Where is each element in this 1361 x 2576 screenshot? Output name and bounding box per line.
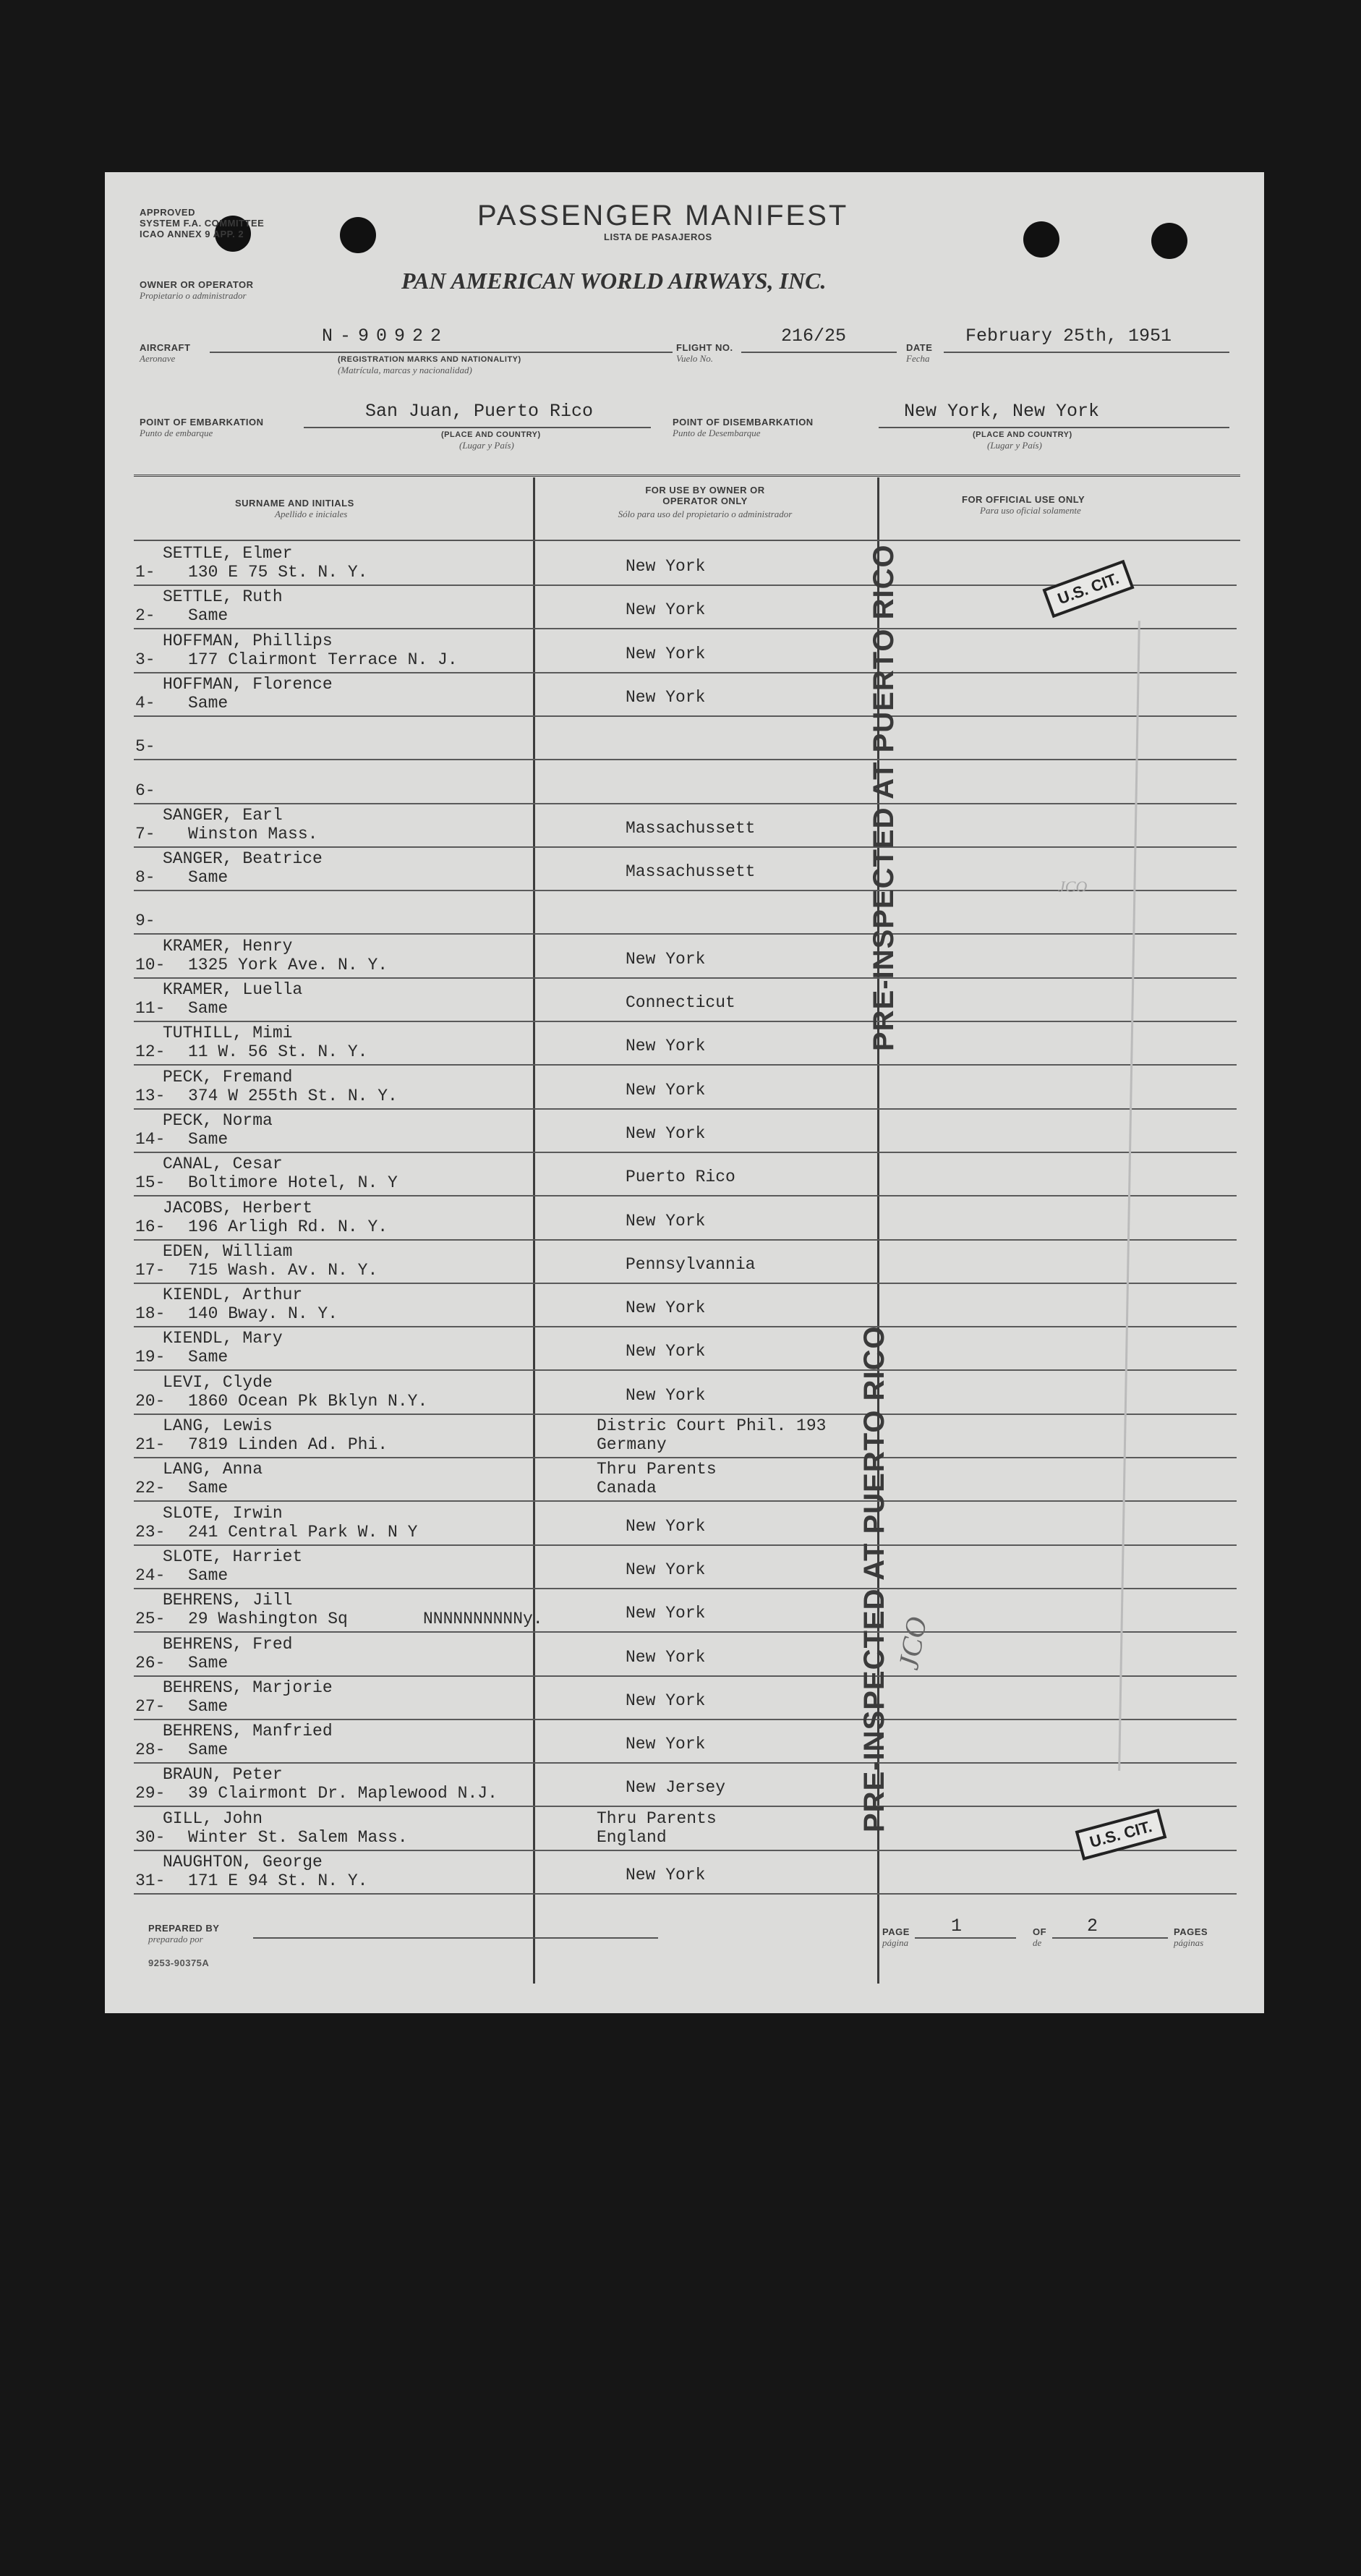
passenger-address: Same — [188, 1565, 229, 1585]
passenger-name: LANG, Anna — [163, 1460, 263, 1479]
owner-label: OWNER OR OPERATOR — [140, 279, 254, 290]
us-cit-stamp-bottom: U.S. CIT. — [1075, 1808, 1167, 1861]
table-row — [134, 1457, 1237, 1502]
passenger-name: LEVI, Clyde — [163, 1372, 273, 1392]
passenger-name: EDEN, William — [163, 1241, 293, 1261]
table-row — [134, 1065, 1237, 1110]
destination-extra: Canada — [597, 1479, 657, 1498]
destination: New York — [626, 1080, 706, 1100]
passenger-address: 171 E 94 St. N. Y. — [188, 1871, 368, 1890]
destination: Thru Parents — [597, 1808, 717, 1828]
row-number: 25- — [135, 1610, 166, 1629]
table-row — [134, 1021, 1237, 1066]
passenger-address: 177 Clairmont Terrace N. J. — [188, 650, 458, 669]
destination: Connecticut — [626, 993, 735, 1012]
row-number: 24- — [135, 1565, 166, 1585]
table-row — [134, 1326, 1237, 1371]
col-official-header-es: Para uso oficial solamente — [980, 505, 1081, 516]
destination-extra: England — [597, 1827, 667, 1847]
page-number: 1 — [951, 1916, 963, 1937]
destination: Distric Court Phil. 193 — [597, 1416, 827, 1435]
passenger-name: GILL, John — [163, 1808, 263, 1828]
table-row — [134, 1108, 1237, 1153]
embark-place-note-es: (Lugar y País) — [459, 440, 514, 451]
col-surname-header-es: Apellido e iniciales — [275, 509, 348, 519]
destination: New York — [626, 1298, 706, 1318]
passenger-name: KIENDL, Mary — [163, 1329, 283, 1348]
table-row — [134, 977, 1237, 1022]
table-row — [134, 803, 1237, 848]
embark-place-note: (PLACE AND COUNTRY) — [441, 430, 541, 439]
passenger-address: Boltimore Hotel, N. Y — [188, 1173, 398, 1193]
destination: New Jersey — [626, 1778, 726, 1798]
passenger-name: BRAUN, Peter — [163, 1765, 283, 1785]
col-operator-header: FOR USE BY OWNER OR OPERATOR ONLY — [645, 485, 765, 506]
punch-hole — [1023, 221, 1059, 258]
pages-label: PAGES — [1174, 1926, 1208, 1937]
row-number: 19- — [135, 1348, 166, 1367]
flight-label-es: Vuelo No. — [676, 353, 714, 364]
passenger-name: SLOTE, Irwin — [163, 1503, 283, 1523]
destination-extra: Germany — [597, 1435, 667, 1454]
passenger-name: CANAL, Cesar — [163, 1155, 283, 1174]
passenger-name: HOFFMAN, Florence — [163, 674, 333, 694]
destination: New York — [626, 687, 706, 707]
table-row — [134, 1806, 1237, 1851]
manifest-sheet — [105, 172, 1264, 2013]
passenger-name: LANG, Lewis — [163, 1416, 273, 1435]
destination: New York — [626, 644, 706, 663]
of-label-es: de — [1033, 1937, 1042, 1948]
registration-note: (REGISTRATION MARKS AND NATIONALITY) — [338, 355, 521, 364]
row-number: 29- — [135, 1784, 166, 1803]
passenger-address: 1860 Ocean Pk Bklyn N.Y. — [188, 1391, 428, 1411]
passenger-name: HOFFMAN, Phillips — [163, 631, 333, 650]
date-label: DATE — [906, 342, 933, 353]
row-number: 23- — [135, 1522, 166, 1542]
row-number: 28- — [135, 1740, 166, 1760]
passenger-name: SANGER, Earl — [163, 805, 283, 825]
table-row — [134, 715, 1237, 760]
page-label-es: página — [882, 1937, 909, 1948]
row-number: 27- — [135, 1696, 166, 1716]
passenger-address: Same — [188, 606, 229, 626]
passenger-name: SANGER, Beatrice — [163, 849, 323, 869]
passenger-address: 11 W. 56 St. N. Y. — [188, 1042, 368, 1062]
flight-value: 216/25 — [781, 326, 847, 347]
passenger-address-extra: NNNNNNNNNNy. — [423, 1610, 543, 1629]
aircraft-label-es: Aeronave — [140, 353, 176, 364]
passenger-address: Winter St. Salem Mass. — [188, 1827, 408, 1847]
table-row — [134, 629, 1237, 673]
passenger-address: Same — [188, 1129, 229, 1149]
passenger-name: KIENDL, Arthur — [163, 1285, 303, 1305]
prepared-label: PREPARED BY — [148, 1923, 220, 1934]
embark-value: San Juan, Puerto Rico — [365, 401, 594, 422]
destination: Massachussett — [626, 818, 756, 838]
registration-note-es: (Matrícula, marcas y nacionalidad) — [338, 365, 472, 375]
disembark-place-note: (PLACE AND COUNTRY) — [973, 430, 1072, 439]
us-cit-stamp-top: U.S. CIT. — [1042, 560, 1134, 619]
system-label: SYSTEM F.A. COMMITTEE — [140, 218, 265, 229]
table-row — [134, 672, 1237, 717]
destination: New York — [626, 1211, 706, 1230]
destination: New York — [626, 1516, 706, 1536]
passenger-address: Same — [188, 999, 229, 1018]
flight-label: FLIGHT NO. — [676, 342, 733, 353]
page-title: PASSENGER MANIFEST — [477, 200, 849, 231]
passenger-name: BEHRENS, Fred — [163, 1634, 293, 1654]
passenger-address: 29 Washington Sq — [188, 1610, 348, 1629]
destination: New York — [626, 1735, 706, 1754]
passenger-address: Same — [188, 1653, 229, 1672]
row-number: 9- — [135, 911, 155, 931]
row-number: 11- — [135, 999, 166, 1018]
row-number: 10- — [135, 955, 166, 974]
table-row — [134, 1632, 1237, 1677]
passenger-address: Same — [188, 693, 229, 713]
disembark-value: New York, New York — [904, 401, 1100, 422]
table-row — [134, 1588, 1237, 1633]
table-row — [134, 890, 1237, 935]
row-number: 3- — [135, 650, 155, 669]
passenger-address: 7819 Linden Ad. Phi. — [188, 1435, 388, 1454]
row-number: 12- — [135, 1042, 166, 1062]
punch-hole — [1151, 223, 1187, 259]
table-row — [134, 1283, 1237, 1327]
passenger-address: Same — [188, 1348, 229, 1367]
destination: New York — [626, 1385, 706, 1405]
row-number: 17- — [135, 1260, 166, 1280]
aircraft-label: AIRCRAFT — [140, 342, 191, 353]
destination: New York — [626, 557, 706, 576]
passenger-address: 130 E 75 St. N. Y. — [188, 563, 368, 582]
passenger-name: SETTLE, Elmer — [163, 544, 293, 563]
row-number: 13- — [135, 1086, 166, 1105]
row-number: 30- — [135, 1827, 166, 1847]
passenger-name: BEHRENS, Jill — [163, 1591, 293, 1610]
passenger-name: PECK, Norma — [163, 1110, 273, 1130]
table-row — [134, 1370, 1237, 1415]
row-number: 2- — [135, 606, 155, 626]
approved-label: APPROVED — [140, 207, 195, 218]
destination: New York — [626, 1342, 706, 1361]
passenger-address: 374 W 255th St. N. Y. — [188, 1086, 398, 1105]
disembark-place-note-es: (Lugar y País) — [987, 440, 1042, 451]
col-operator-header-es: Sólo para uso del propietario o administrador — [618, 509, 793, 519]
row-number: 4- — [135, 693, 155, 713]
col-official-header: FOR OFFICIAL USE ONLY — [962, 494, 1085, 505]
passenger-address: Same — [188, 1479, 229, 1498]
date-label-es: Fecha — [906, 353, 930, 364]
table-row — [134, 934, 1237, 979]
form-number: 9253-90375A — [148, 1957, 210, 1968]
row-number: 26- — [135, 1653, 166, 1672]
preinspected-stamp-upper: PRE-INSPECTED AT PUERTO RICO — [868, 544, 900, 1051]
destination: New York — [626, 1647, 706, 1667]
row-number: 8- — [135, 868, 155, 888]
row-number: 7- — [135, 824, 155, 843]
aircraft-value: N-90922 — [322, 326, 449, 347]
passenger-address: 1325 York Ave. N. Y. — [188, 955, 388, 974]
table-row — [134, 1719, 1237, 1764]
passenger-name: SETTLE, Ruth — [163, 587, 283, 607]
passenger-address: Same — [188, 868, 229, 888]
disembark-label-es: Punto de Desembarque — [673, 428, 761, 438]
row-number: 1- — [135, 563, 155, 582]
destination: New York — [626, 1866, 706, 1884]
preinspected-stamp-lower: PRE-INSPECTED AT PUERTO RICO — [858, 1325, 890, 1832]
table-row — [134, 1762, 1237, 1807]
row-number: 14- — [135, 1129, 166, 1149]
row-number: 18- — [135, 1304, 166, 1324]
passenger-name: BEHRENS, Marjorie — [163, 1678, 333, 1697]
row-number: 16- — [135, 1217, 166, 1236]
page-total: 2 — [1087, 1916, 1098, 1937]
passenger-address: 715 Wash. Av. N. Y. — [188, 1260, 378, 1280]
destination: New York — [626, 1604, 706, 1623]
handwritten-initials: JCO — [892, 1614, 934, 1672]
row-number: 21- — [135, 1435, 166, 1454]
row-number: 15- — [135, 1173, 166, 1193]
row-number: 22- — [135, 1479, 166, 1498]
embark-label-es: Punto de embarque — [140, 428, 213, 438]
prepared-label-es: preparado por — [148, 1934, 203, 1944]
passenger-address: Same — [188, 1740, 229, 1760]
passenger-name: PECK, Fremand — [163, 1067, 293, 1087]
passenger-name: KRAMER, Henry — [163, 936, 293, 956]
table-row — [134, 1850, 1237, 1895]
passenger-address: 196 Arligh Rd. N. Y. — [188, 1217, 388, 1236]
icao-label: ICAO ANNEX 9 APP. 2 — [140, 229, 244, 239]
disembark-label: POINT OF DISEMBARKATION — [673, 417, 814, 428]
page-label: PAGE — [882, 1926, 910, 1937]
passenger-name: NAUGHTON, George — [163, 1853, 323, 1871]
table-row — [134, 1544, 1237, 1589]
pages-label-es: páginas — [1174, 1937, 1204, 1948]
passenger-name: BEHRENS, Manfried — [163, 1722, 333, 1741]
destination: New York — [626, 1560, 706, 1579]
table-row — [134, 1239, 1237, 1284]
destination: Puerto Rico — [626, 1168, 735, 1187]
table-row — [134, 1675, 1237, 1720]
table-row — [134, 1414, 1237, 1458]
passenger-address: 39 Clairmont Dr. Maplewood N.J. — [188, 1784, 498, 1803]
row-number: 5- — [135, 737, 155, 757]
date-value: February 25th, 1951 — [965, 326, 1172, 347]
col-surname-header: SURNAME AND INITIALS — [235, 498, 354, 509]
of-label: OF — [1033, 1926, 1047, 1937]
destination: New York — [626, 1691, 706, 1710]
punch-hole — [340, 217, 376, 253]
company-name: PAN AMERICAN WORLD AIRWAYS, INC. — [401, 268, 827, 294]
row-number: 6- — [135, 781, 155, 800]
passenger-name: KRAMER, Luella — [163, 980, 303, 999]
passenger-address: Winston Mass. — [188, 824, 318, 843]
table-row — [134, 760, 1237, 804]
passenger-name: JACOBS, Herbert — [163, 1198, 313, 1217]
passenger-address: 241 Central Park W. N Y — [188, 1522, 418, 1542]
official-initials-mark: JCO — [1058, 877, 1088, 896]
destination: New York — [626, 1123, 706, 1143]
passenger-name: SLOTE, Harriet — [163, 1547, 303, 1566]
embark-label: POINT OF EMBARKATION — [140, 417, 264, 428]
table-row — [134, 1501, 1237, 1546]
destination: Pennsylvannia — [626, 1254, 756, 1274]
row-number: 31- — [135, 1871, 166, 1890]
table-row — [134, 1196, 1237, 1241]
destination: New York — [626, 600, 706, 620]
passenger-name: TUTHILL, Mimi — [163, 1024, 293, 1043]
row-number: 20- — [135, 1391, 166, 1411]
owner-label-es: Propietario o administrador — [140, 290, 247, 301]
destination: New York — [626, 949, 706, 969]
table-row — [134, 1152, 1237, 1196]
destination: Thru Parents — [597, 1460, 717, 1479]
passenger-address: 140 Bway. N. Y. — [188, 1304, 338, 1324]
destination: New York — [626, 1037, 706, 1056]
page-title-es: LISTA DE PASAJEROS — [604, 231, 712, 242]
passenger-address: Same — [188, 1696, 229, 1716]
destination: Massachussett — [626, 862, 756, 882]
